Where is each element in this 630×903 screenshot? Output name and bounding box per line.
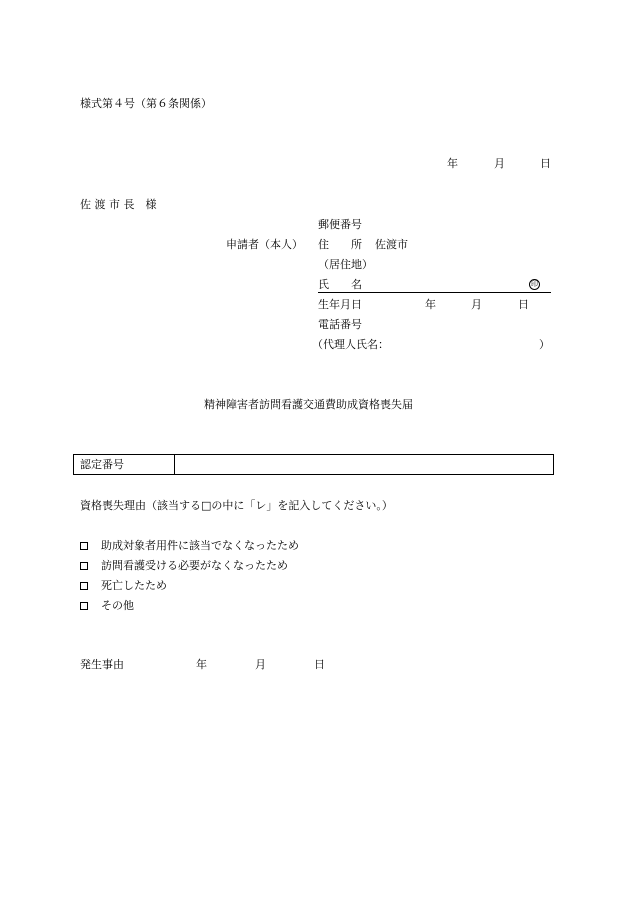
occurrence-label: 発生事由 — [80, 658, 124, 671]
proxy-close-paren: ） — [539, 338, 550, 351]
reason-checkbox-1[interactable] — [80, 542, 88, 550]
date-month-label: 月 — [494, 157, 505, 170]
form-number: 様式第４号（第６条関係） — [80, 97, 212, 110]
cert-number-label: 認定番号 — [80, 458, 124, 471]
addressee: 佐 渡 市 長 様 — [80, 198, 157, 211]
birthdate-label: 生年月日 — [318, 298, 362, 311]
reason-label-1: 助成対象者用件に該当でなくなったため — [101, 539, 299, 552]
reason-label-4: その他 — [101, 599, 134, 612]
address-label: 住 所 — [318, 238, 362, 251]
reason-label-3: 死亡したため — [101, 579, 167, 592]
reason-checkbox-3[interactable] — [80, 582, 88, 590]
proxy-name-label: （代理人氏名： — [312, 338, 389, 351]
occurrence-month-label: 月 — [255, 658, 266, 671]
reason-checkbox-4[interactable] — [80, 602, 88, 610]
name-underline — [318, 292, 551, 293]
applicant-role-label: 申請者（本人） — [226, 238, 303, 251]
birth-year-label: 年 — [425, 298, 436, 311]
postal-code-label: 郵便番号 — [318, 218, 362, 231]
seal-mark: 印 — [531, 280, 538, 288]
residence-label: （居住地） — [318, 258, 373, 271]
reason-header: 資格喪失理由（該当する□の中に「レ」を記入してください。） — [80, 499, 393, 512]
document-title: 精神障害者訪問看護交通費助成資格喪失届 — [204, 398, 413, 411]
certification-table — [73, 454, 554, 475]
date-day-label: 日 — [540, 157, 551, 170]
reason-checkbox-2[interactable] — [80, 562, 88, 570]
address-value: 佐渡市 — [375, 238, 408, 251]
reason-label-2: 訪問看護受ける必要がなくなったため — [101, 559, 288, 572]
table-divider — [174, 455, 175, 474]
phone-label: 電話番号 — [318, 318, 362, 331]
occurrence-year-label: 年 — [196, 658, 207, 671]
birth-day-label: 日 — [518, 298, 529, 311]
date-year-label: 年 — [447, 157, 458, 170]
birth-month-label: 月 — [471, 298, 482, 311]
occurrence-day-label: 日 — [314, 658, 325, 671]
name-label: 氏 名 — [318, 278, 362, 291]
